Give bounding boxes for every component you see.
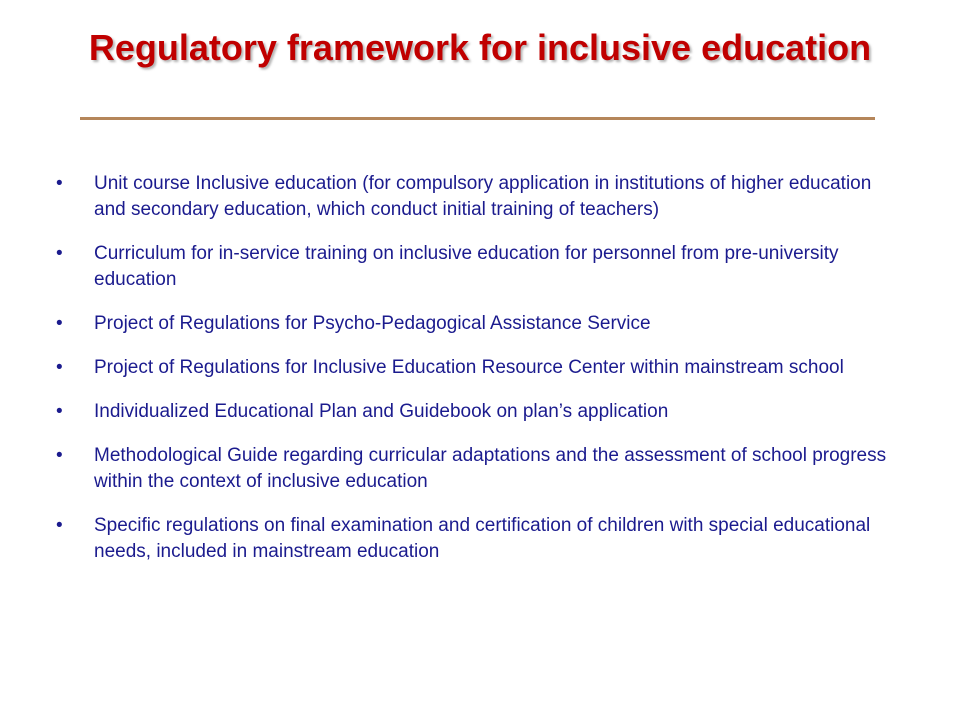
bullet-text: Methodological Guide regarding curricular adaptations and the assessment of school progress within the context of inclusive education — [94, 445, 887, 492]
bullet-text: Project of Regulations for Psycho-Pedagogical Assistance Service — [94, 313, 651, 334]
bullet-text: Project of Regulations for Inclusive Education Resource Center within mainstream school — [94, 357, 844, 378]
slide-title: Regulatory framework for inclusive education — [88, 27, 872, 68]
bullet-icon: • — [56, 357, 63, 378]
bullet-text: Unit course Inclusive education (for compulsory application in institutions of higher education and secondary education, which conduct initial training of teachers) — [94, 173, 872, 220]
bullet-text: Individualized Educational Plan and Guidebook on plan’s application — [94, 401, 669, 422]
bullet-list — [56, 171, 906, 583]
bullet-item — [56, 443, 906, 495]
bullet-text: Specific regulations on final examination and certification of children with special educational needs, included in mainstream education — [94, 515, 871, 562]
bullet-icon: • — [56, 243, 63, 264]
bullet-item — [56, 399, 906, 425]
bullet-text: Curriculum for in-service training on inclusive education for personnel from pre-university education — [94, 243, 839, 290]
bullet-icon: • — [56, 401, 63, 422]
bullet-icon: • — [56, 173, 63, 194]
bullet-icon: • — [56, 515, 63, 536]
bullet-icon: • — [56, 445, 63, 466]
bullet-item — [56, 171, 906, 223]
bullet-item — [56, 241, 906, 293]
bullet-item — [56, 355, 906, 381]
bullet-item — [56, 513, 906, 565]
bullet-icon: • — [56, 313, 63, 334]
bullet-item — [56, 311, 906, 337]
title-divider — [80, 117, 875, 120]
